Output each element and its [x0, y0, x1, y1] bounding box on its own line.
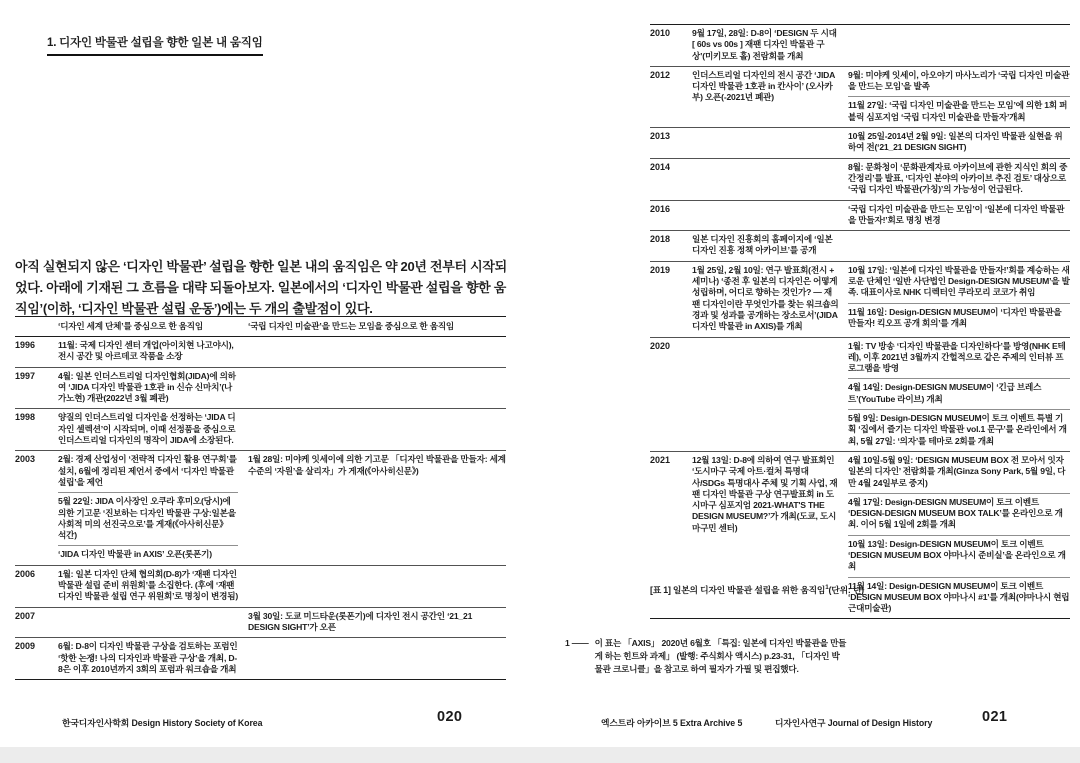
year-cell: 2003 [15, 454, 36, 465]
events-cell [58, 368, 238, 409]
events-cell [248, 451, 506, 564]
events-cell [692, 67, 840, 127]
table-row [15, 337, 506, 367]
events-cell [848, 262, 1070, 337]
intro-paragraph: 아직 실현되지 않은 ‘디자인 박물관’ 설립을 향한 일본 내의 움직임은 약 20년 전부터 시작되었다. 아래에 기재된 그 흐름을 대략 되돌아보자. 일본에서의 ‘디자인 박물관 설립을 향한 움직임’(이하, ‘디자인 박물관 설립 운동’)에는 두 개의 출발점이 있다. [15, 259, 507, 316]
events-cell [248, 608, 506, 638]
table-row [650, 158, 1070, 200]
event-entry: 4월 17일: Design-DESIGN MUSEUM이 토크 이벤트 ‘DESIGN-DESIGN MUSEUM BOX TALK’를 온라인으로 개최. 이어 5월 1일에 2회를 개최 [848, 493, 1070, 535]
event-entry: 8월: 문화청이 ‘문화관계자료 아카이브에 관한 지식인 회의 중간정리’를 발표, ‘디자인 분야의 아카이브 추진 검토’ 대상으로 ‘국립 디자인 박물관(가칭)’의 가능성이 언급된다. [848, 161, 1068, 195]
table-caption [650, 583, 864, 596]
events-cell [848, 128, 1070, 158]
table-row [650, 200, 1070, 231]
events-cell [848, 452, 1070, 619]
event-entry: 1월 28일: 미야케 잇세이에 의한 기고문 「디자인 박물관을 만들자: 세계 수준의 ‘자원’을 살리자」가 게재(《아사히신문》) [248, 454, 506, 476]
events-cell [58, 638, 238, 679]
table-row [15, 565, 506, 607]
table-row [650, 24, 1070, 66]
event-entry: 11월 27일: ‘국립 디자인 미술관을 만드는 모임’에 의한 1회 퍼블릭 심포지엄 ‘국립 디자인 미술관을 만들자’개최 [848, 96, 1070, 127]
event-entry: 1월: 일본 디자인 단체 협의회(D-8)가 ‘재팬 디자인 박물관 설립 준비 위원회’를 소집한다. (후에 ‘재팬 디자인 박물관 설립 연구 위원회’로 명칭이 변경됨) [58, 568, 239, 602]
events-cell [248, 409, 506, 450]
event-entry: ‘국립 디자인 미술관을 만드는 모임’이 ‘일본에 디자인 박물관을 만들자!’회로 명칭 변경 [848, 203, 1065, 225]
column-header: ‘디자인 세계 단체’를 중심으로 한 움직임 [58, 321, 203, 331]
event-entry: 11월 14일: Design-DESIGN MUSEUM이 토크 이벤트 ‘DESIGN MUSEUM BOX 야마나시 #1’를 개최(야마나시 현립근대미술관) [848, 577, 1070, 619]
caption-text: [표 1] 일본의 디자인 박물관 설립을 위한 움직임 [650, 584, 826, 595]
year-cell: 2013 [650, 131, 671, 142]
year-cell: 2010 [650, 28, 671, 38]
table-header-row [15, 316, 506, 337]
year-cell: 2021 [650, 454, 671, 465]
events-cell [848, 67, 1070, 127]
events-cell [692, 262, 840, 337]
year-cell: 2009 [15, 641, 36, 652]
events-cell [58, 409, 238, 450]
event-entry: 3월 30일: 도쿄 미드타운(롯폰기)에 디자인 전시 공간인 ‘21_21 DESIGN SIGHT’가 오픈 [248, 610, 473, 632]
table-row [15, 450, 506, 564]
year-cell: 2018 [650, 234, 671, 245]
event-entry: 양질의 인더스트리얼 디자인을 선정하는 ‘JIDA 디자인 셀렉션’이 시작되며, 이때 선정품을 중심으로 인더스트리얼 디자인의 명작이 JIDA에 소장된다. [58, 412, 236, 446]
event-entry: 9월 17일, 28일: D-8이 ‘DESIGN 두 시대 [ 60s vs 00s ] 재팬 디자인 박물관 구상’(미키모토 홀) 전람회를 개최 [692, 28, 837, 61]
events-cell [248, 337, 506, 367]
year-cell: 2019 [650, 264, 671, 275]
events-cell [692, 338, 840, 451]
footer-journal: 디자인사연구 Journal of Design History [775, 718, 933, 728]
year-cell: 1998 [15, 412, 36, 423]
event-entry: 11월 16일: Design-DESIGN MUSEUM이 ‘디자인 박물관을 만들자! 킥오프 공개 회의’를 개최 [848, 303, 1070, 334]
events-cell [248, 566, 506, 607]
event-entry: ‘JIDA 디자인 박물관 in AXIS’ 오픈(롯폰기) [58, 545, 238, 564]
events-cell [248, 368, 506, 409]
event-entry: 일본 디자인 진흥회의 홈페이지에 ‘일본 디자인 진흥 정책 아카이브’를 공개 [692, 234, 833, 256]
events-cell [58, 608, 238, 638]
footnote-text: 이 표는 「AXIS」 2020년 6월호 「특집: 일본에 디자인 박물관을 만들게 하는 힌트와 과제」 (발행: 주식회사 액시스) p.23-31, 「디자인 박물관 크로니클」을 참고로 하여 필자가 가필 및 편집했다. [594, 638, 847, 675]
page-number-left: 020 [437, 709, 463, 725]
event-entry: 1월: TV 방송 ‘디자인 박물관을 디자인하다’를 방영(NHK E테레), 이후 2021년 3월까지 간헐적으로 같은 주제의 인터뷰 프로그램을 방영 [848, 340, 1066, 374]
events-cell [58, 566, 238, 607]
caption-suffix: (단위: 년) [828, 584, 864, 595]
events-cell [692, 128, 840, 158]
events-cell [848, 25, 1070, 66]
year-cell: 2014 [650, 161, 671, 172]
event-entry: 2월: 경제 산업성이 ‘전략적 디자인 활용 연구회’를 설치, 6월에 정리된 제언서 중에서 ‘디자인 박물관 설립’을 제언 [58, 454, 237, 487]
table-row [15, 408, 506, 450]
timeline-table-right [650, 24, 1070, 619]
events-cell [848, 159, 1070, 200]
footnote-marker: 1 —— [565, 638, 589, 648]
event-entry: 1월 25일, 2월 10일: 연구 발표회(전시 + 세미나) ‘종전 후 일본의 디자인은 어떻게 성립하며, 어디로 향하는 것인가? — 재팬 디자인이란 무엇인가를 찾는 워크숍의 경과 및 성과를 공개하는 장소로서’(JIDA 디자인 박물관 in AXIS)를 개최 [692, 264, 839, 332]
event-entry: 5월 22일: JIDA 이사장인 오쿠라 후미오(당시)에 의한 기고문 ‘진보하는 디자인 박물관 구상:일본을 사회적 미의 선진국으로’를 게재(《아사히신문》 석간) [58, 492, 238, 545]
page-number-right: 021 [982, 709, 1008, 725]
event-entry: 5월 9일: Design-DESIGN MUSEUM이 토크 이벤트 특별 기획 ‘집에서 즐기는 디자인 박물관 vol.1 문구’를 온라인에서 개최, 5월 27일: ‘의자’를 테마로 2회를 개최 [848, 409, 1070, 451]
table-row [650, 261, 1070, 337]
section-title: 1. 디자인 박물관 설립을 향한 일본 내 움직임 [47, 34, 263, 56]
event-entry: 10월 17일: ‘일본에 디자인 박물관을 만들자!’회를 계승하는 새로운 단체인 ‘일반 사단법인 Design-DESIGN MUSEUM’을 발족. 대표이사로 NHK 디렉터인 쿠라모리 코코가 취임 [848, 264, 1070, 298]
event-entry: 4월 14일: Design-DESIGN MUSEUM이 ‘긴급 브레스트’(YouTube 라이브) 개최 [848, 378, 1070, 409]
event-entry: 10월 13일: Design-DESIGN MUSEUM이 토크 이벤트 ‘DESIGN MUSEUM BOX 야마나시 준비실’을 온라인으로 개최 [848, 535, 1070, 577]
events-cell [58, 451, 238, 564]
table-row [650, 127, 1070, 158]
event-entry: 11월: 국제 디자인 센터 개업(아이치현 나고야시), 전시 공간 및 아르데코 작품을 소장 [58, 340, 234, 362]
table-row [15, 607, 506, 638]
footer-society: 한국디자인사학회 Design History Society of Korea [62, 718, 263, 728]
events-cell [692, 159, 840, 200]
event-entry: 인더스트리얼 디자인의 전시 공간 ‘JIDA 디자인 박물관 1호관 in 칸사이’ (오사카부) 오픈(-2021년 폐관) [692, 69, 835, 103]
year-cell: 1997 [15, 370, 36, 381]
column-header: ‘국립 디자인 미술관’을 만드는 모임을 중심으로 한 움직임 [248, 321, 455, 331]
table-row [650, 66, 1070, 127]
table-row [650, 337, 1070, 451]
events-cell [248, 638, 506, 679]
events-cell [692, 231, 840, 261]
events-cell [848, 201, 1070, 231]
events-cell [848, 231, 1070, 261]
events-cell [692, 25, 840, 66]
event-entry: 9월: 미야케 잇세이, 아오야기 마사노리가 ‘국립 디자인 미술관을 만드는 모임’을 발족 [848, 69, 1070, 92]
year-cell [15, 317, 48, 336]
event-entry: 12월 13일: D-8에 의하여 연구 발표회인 ‘도시마구 국제 아트·컬처 특명대사/SDGs 특명대사 주체 및 기획 사업, 재팬 디자인 박물관 구상 연구발표회 in 도시마구 심포지엄 2021-WHAT'S THE DESIGN MUSEUM?’가 개최(도쿄, 도시마구민 센터) [692, 454, 838, 533]
footer-series: 엑스트라 아카이브 5 Extra Archive 5 [601, 718, 743, 728]
event-entry: 4월: 일본 인더스트리얼 디자인협회(JIDA)에 의하여 ‘JIDA 디자인 박물관 1호관 in 신슈 신마치’(나가노현) 개관(2022년 3월 폐관) [58, 370, 236, 404]
events-cell [692, 201, 840, 231]
footnote-reference: 1 [825, 583, 829, 591]
event-entry: 10월 25일-2014년 2월 9일: 일본의 디자인 박물관 실현을 위하여 전(‘21_21 DESIGN SIGHT) [848, 131, 1063, 153]
year-cell: 2016 [650, 203, 671, 214]
table-row [15, 367, 506, 409]
year-cell: 2007 [15, 610, 36, 621]
table-row [650, 230, 1070, 261]
table-row [15, 637, 506, 679]
event-entry: 4월 10일-5월 9일: ‘DESIGN MUSEUM BOX 전 모아서 잇자 일본의 디자인’ 전람회를 개최(Ginza Sony Park, 5월 9일, 다만 4월 24일부로 중지) [848, 454, 1066, 488]
page-edge-shadow [0, 747, 1080, 763]
year-cell: 1996 [15, 340, 36, 350]
event-entry: 6월: D-8이 디자인 박물관 구상을 검토하는 포럼인 ‘핫한 논쟁! 나의 디자인과 박물관 구상’을 개최, D-8은 이후 2010년까지 3회의 포럼과 워크숍을 개최 [58, 641, 238, 674]
events-cell [848, 338, 1070, 451]
timeline-table-left [15, 316, 506, 680]
footnote [565, 637, 865, 677]
events-cell [58, 337, 238, 367]
year-cell: 2012 [650, 69, 671, 80]
year-cell: 2006 [15, 568, 36, 579]
year-cell: 2020 [650, 340, 671, 351]
